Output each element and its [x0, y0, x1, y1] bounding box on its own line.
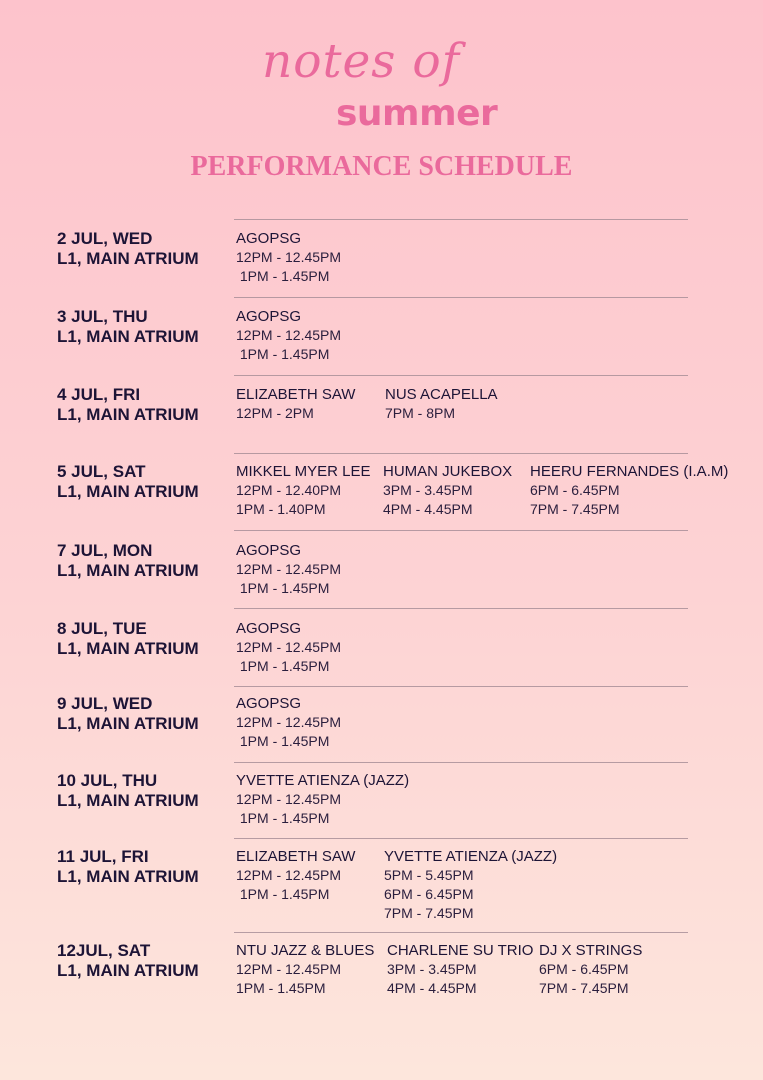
- day-label: [57, 307, 199, 347]
- row-divider: [234, 686, 688, 687]
- day-label: [57, 771, 199, 811]
- performer-name: YVETTE ATIENZA (JAZZ): [384, 848, 558, 865]
- logo-line-summer: summer: [336, 93, 498, 134]
- performer: [236, 694, 341, 751]
- performer: [387, 941, 533, 998]
- date-text: 12JUL, SAT: [57, 941, 151, 960]
- day-label: [57, 941, 199, 981]
- time-slot: 12PM - 2PM: [236, 405, 314, 421]
- day-label: [57, 694, 199, 734]
- performer: [530, 462, 728, 519]
- venue-text: L1, MAIN ATRIUM: [57, 639, 199, 658]
- venue-text: L1, MAIN ATRIUM: [57, 961, 199, 980]
- time-slot: 1PM - 1.45PM: [236, 658, 330, 674]
- performer: [236, 541, 341, 598]
- day-label: [57, 229, 199, 269]
- time-slot: 1PM - 1.45PM: [236, 733, 330, 749]
- performer-name: AGOPSG: [236, 695, 302, 712]
- row-divider: [234, 838, 688, 839]
- time-slot: 7PM - 7.45PM: [530, 501, 620, 517]
- row-divider: [234, 762, 688, 763]
- venue-text: L1, MAIN ATRIUM: [57, 561, 199, 580]
- day-label: [57, 847, 199, 887]
- time-slot: 3PM - 3.45PM: [387, 961, 477, 977]
- venue-text: L1, MAIN ATRIUM: [57, 714, 199, 733]
- performer: [236, 847, 355, 904]
- performer-name: AGOPSG: [236, 542, 302, 559]
- performer-name: ELIZABETH SAW: [236, 386, 356, 403]
- time-slot: 6PM - 6.45PM: [539, 961, 629, 977]
- date-text: 8 JUL, TUE: [57, 619, 147, 638]
- performer: [385, 385, 498, 423]
- performer-name: HEERU FERNANDES (I.A.M): [530, 463, 729, 480]
- row-divider: [234, 608, 688, 609]
- row-divider: [234, 453, 688, 454]
- performer-name: DJ X STRINGS: [539, 942, 643, 959]
- time-slot: 6PM - 6.45PM: [384, 886, 474, 902]
- day-label: [57, 619, 199, 659]
- time-slot: 1PM - 1.45PM: [236, 810, 330, 826]
- time-slot: 5PM - 5.45PM: [384, 867, 474, 883]
- row-divider: [234, 375, 688, 376]
- performer-name: AGOPSG: [236, 230, 302, 247]
- row-divider: [234, 530, 688, 531]
- time-slot: 12PM - 12.45PM: [236, 327, 342, 343]
- day-label: [57, 541, 199, 581]
- performer-name: NUS ACAPELLA: [385, 386, 498, 403]
- performer: [384, 847, 557, 923]
- performer-name: ELIZABETH SAW: [236, 848, 356, 865]
- performer: [236, 462, 371, 519]
- time-slot: 12PM - 12.45PM: [236, 639, 342, 655]
- date-text: 9 JUL, WED: [57, 694, 153, 713]
- time-slot: 1PM - 1.40PM: [236, 501, 326, 517]
- date-text: 4 JUL, FRI: [57, 385, 141, 404]
- performer: [236, 307, 341, 364]
- performer: [236, 941, 374, 998]
- time-slot: 4PM - 4.45PM: [387, 980, 477, 996]
- performer-name: HUMAN JUKEBOX: [383, 463, 513, 480]
- time-slot: 6PM - 6.45PM: [530, 482, 620, 498]
- logo-line-notes-of: notes of: [262, 34, 461, 89]
- date-text: 11 JUL, FRI: [57, 847, 149, 866]
- performer-name: YVETTE ATIENZA (JAZZ): [236, 772, 410, 789]
- date-text: 2 JUL, WED: [57, 229, 153, 248]
- time-slot: 3PM - 3.45PM: [383, 482, 473, 498]
- time-slot: 12PM - 12.40PM: [236, 482, 342, 498]
- performer: [236, 229, 341, 286]
- venue-text: L1, MAIN ATRIUM: [57, 327, 199, 346]
- date-text: 7 JUL, MON: [57, 541, 153, 560]
- venue-text: L1, MAIN ATRIUM: [57, 482, 199, 501]
- performer-name: AGOPSG: [236, 308, 302, 325]
- venue-text: L1, MAIN ATRIUM: [57, 791, 199, 810]
- performer-name: NTU JAZZ & BLUES: [236, 942, 375, 959]
- performer-name: AGOPSG: [236, 620, 302, 637]
- venue-text: L1, MAIN ATRIUM: [57, 249, 199, 268]
- row-divider: [234, 219, 688, 220]
- time-slot: 1PM - 1.45PM: [236, 580, 330, 596]
- day-label: [57, 385, 199, 425]
- time-slot: 7PM - 7.45PM: [539, 980, 629, 996]
- performer-name: CHARLENE SU TRIO: [387, 942, 534, 959]
- venue-text: L1, MAIN ATRIUM: [57, 867, 199, 886]
- time-slot: 7PM - 8PM: [385, 405, 456, 421]
- performer: [236, 619, 341, 676]
- row-divider: [234, 932, 688, 933]
- performer-name: MIKKEL MYER LEE: [236, 463, 371, 480]
- performer: [236, 771, 409, 828]
- time-slot: 1PM - 1.45PM: [236, 346, 330, 362]
- time-slot: 12PM - 12.45PM: [236, 714, 342, 730]
- performer: [236, 385, 355, 423]
- date-text: 3 JUL, THU: [57, 307, 148, 326]
- date-text: 5 JUL, SAT: [57, 462, 146, 481]
- time-slot: 12PM - 12.45PM: [236, 961, 342, 977]
- row-divider: [234, 297, 688, 298]
- performer: [383, 462, 512, 519]
- page-title: PERFORMANCE SCHEDULE: [190, 151, 573, 182]
- time-slot: 1PM - 1.45PM: [236, 980, 326, 996]
- time-slot: 12PM - 12.45PM: [236, 249, 342, 265]
- time-slot: 1PM - 1.45PM: [236, 886, 330, 902]
- date-text: 10 JUL, THU: [57, 771, 158, 790]
- performer: [539, 941, 642, 998]
- day-label: [57, 462, 199, 502]
- venue-text: L1, MAIN ATRIUM: [57, 405, 199, 424]
- time-slot: 1PM - 1.45PM: [236, 268, 330, 284]
- time-slot: 12PM - 12.45PM: [236, 867, 342, 883]
- time-slot: 4PM - 4.45PM: [383, 501, 473, 517]
- time-slot: 7PM - 7.45PM: [384, 905, 474, 921]
- time-slot: 12PM - 12.45PM: [236, 561, 342, 577]
- time-slot: 12PM - 12.45PM: [236, 791, 342, 807]
